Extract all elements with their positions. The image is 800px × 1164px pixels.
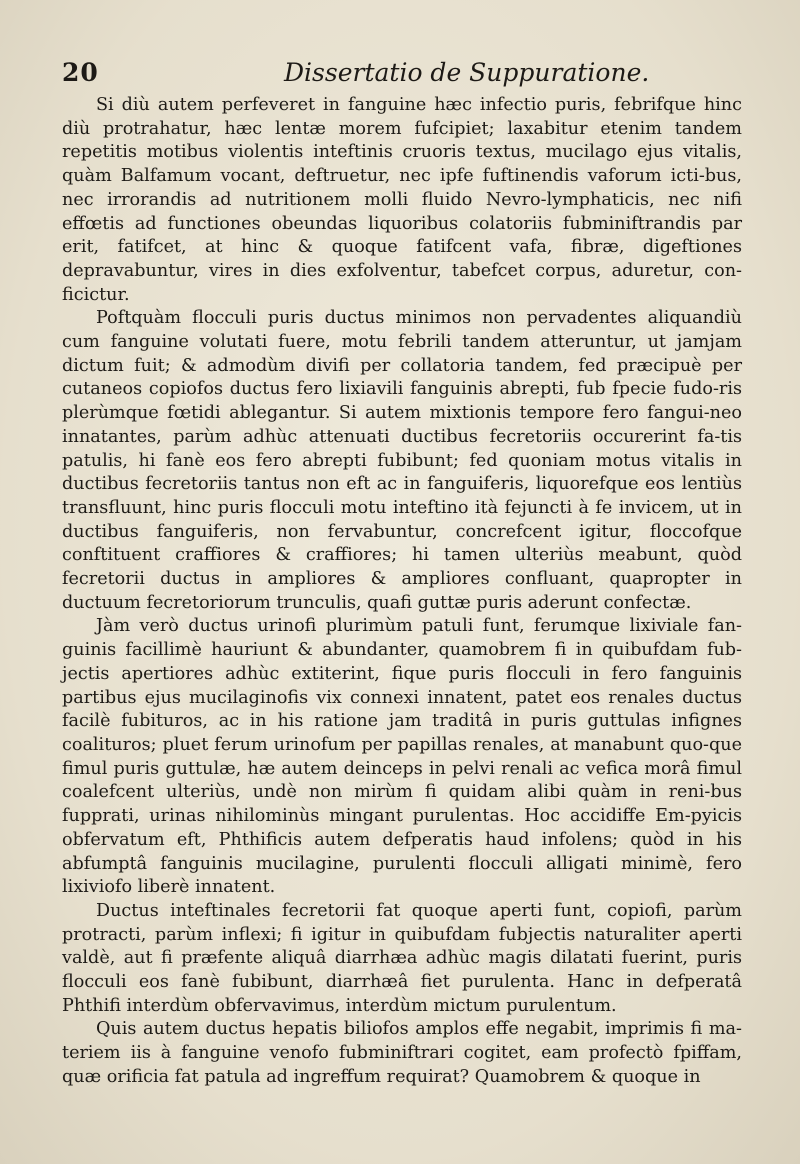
paragraph: Poftquàm flocculi puris ductus minimos non pervadentes aliquandiù cum fanguine volutati fuere, motu febrili tandem atteruntur, ut jamjam dictum fuit; & admodùm divifi per collatoria tandem, fed præcipuè per cutaneos copiofos ductus fero lixiavili fanguinis abrepti, fub fpecie fudo-ris plerùmque fœtidi ablegantur. Si autem mixtionis tempore fero fangui-neo innatantes, parùm adhùc attenuati ductibus fecretoriis occurerint fa-tis patulis, hi fanè eos fero abrepti fubibunt; fed quoniam motus vitalis in ductibus fecretoriis tantus non eft ac in fanguiferis, liquorefque eos lentiùs transfluunt, hinc puris flocculi motu inteftino ità fejuncti à fe invicem, ut in ductibus fanguiferis, non fervabuntur, concrefcent igitur, floccofque conftituent craffiores & craffiores; hi tamen ulteriùs meabunt, quòd fecretorii ductus in ampliores & ampliores confluant, quapropter in ductuum fecretoriorum trunculis, quafi guttæ puris aderunt confectæ. — [62, 308, 742, 613]
paragraph: Ductus inteftinales fecretorii fat quoque aperti funt, copiofi, parùm protracti, parùm inflexi; fi igitur in quibufdam fubjectis naturaliter aperti valdè, aut fi præfente aliquâ diarrhæa adhùc magis dilatati fuerint, puris flocculi eos fanè fubibunt, diarrhæâ fiet purulenta. Hanc in defperatâ Phthifi interdùm obfervavimus, interdùm mictum purulentum. — [62, 900, 742, 1016]
paragraph: Si diù autem perfeveret in fanguine hæc infectio puris, febrifque hinc diù protrahatur, hæc lentæ morem fufcipiet; laxabitur etenim tandem repetitis motibus violentis inteftinis cruoris textus, mucilago ejus vitalis, quàm Balfamum vocant, deftruetur, nec ipfe fuftinendis vaforum icti-bus, nec irrorandis ad nutritionem molli fluido Nevro-lymphaticis, nec nifi effœtis ad functiones obeundas liquoribus colatoriis fubminiftrandis par erit, fatifcet, at hinc & quoque fatifcent vafa, fibræ, digeftiones depravabuntur, vires in dies exfolventur, tabefcet corpus, aduretur, con-ficictur. — [62, 95, 742, 305]
body-text — [62, 94, 742, 1090]
running-title: Dissertatio de Suppuratione. — [284, 58, 650, 87]
page-number: 20 — [62, 58, 99, 87]
paragraph: Jàm verò ductus urinofi plurimùm patuli funt, ferumque lixiviale fan-guinis facillimè hauriunt & abundanter, quamobrem fi in quibufdam fub-jectis apertiores adhùc extiterint, fique puris flocculi in fero fanguinis partibus ejus mucilaginofis vix connexi innatent, patet eos renales ductus facilè fubituros, ac in his ratione jam traditâ in puris guttulas infignes coalituros; pluet ferum urinofum per papillas renales, at manabunt quo-que fimul puris guttulæ, hæ autem deinceps in pelvi renali ac vefica morâ fimul coalefcent ulteriùs, undè non mirùm fi quidam alibi quàm in reni-bus fupprati, urinas nihilominùs mingant purulentas. Hoc accidiffe Em-pyicis obfervatum eft, Phthificis autem defperatis haud infolens; quòd in his abfumptâ fanguinis mucilagine, purulenti flocculi alligati minimè, fero lixiviofo liberè innatent. — [62, 616, 742, 898]
paragraph: Quis autem ductus hepatis biliofos amplos effe negabit, imprimis fi ma-teriem iis à fanguine venofo fubminiftrari cogitet, eam profectò fpiffam, quæ orificia fat patula ad ingreffum requirat? Quamobrem & quoque in — [62, 1019, 742, 1087]
page-header — [62, 58, 730, 90]
